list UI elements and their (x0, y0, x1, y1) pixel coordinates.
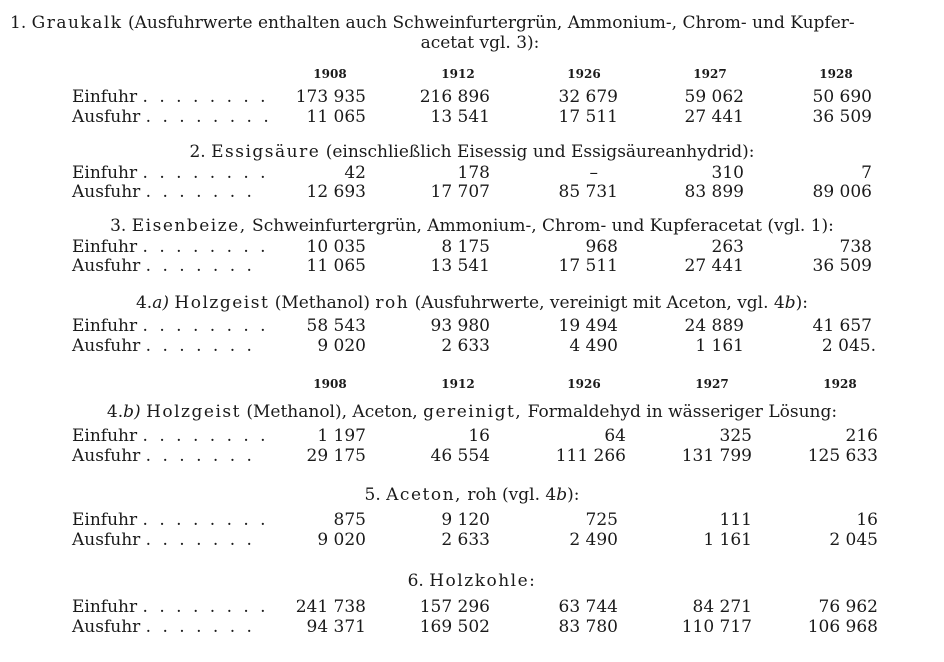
value-1912: 2 633 (441, 336, 490, 356)
row-label: Einfuhr (72, 316, 138, 336)
section-subnumber: b) (123, 402, 141, 422)
value-1928: 106 968 (807, 617, 878, 637)
leader-dots: . . . . . . . . (142, 426, 269, 446)
row-label: Ausfuhr (72, 530, 141, 550)
value-1912: 216 896 (419, 87, 490, 107)
value-1926: 64 (604, 426, 626, 446)
section-number: 4. (106, 402, 124, 422)
value-1908: 875 (333, 510, 366, 530)
table-row-ausfuhr (0, 446, 944, 466)
value-1912: 13 541 (430, 256, 490, 276)
row-label: Einfuhr (72, 163, 138, 183)
value-1908: 9 020 (317, 530, 366, 550)
value-1912: 93 980 (430, 316, 490, 336)
value-1928: 36 509 (812, 107, 872, 127)
section-ref: b (784, 293, 796, 313)
section-title-suffix: gereinigt, (423, 402, 523, 422)
year-1928: 1928 (819, 67, 853, 81)
year-1928: 1928 (823, 377, 857, 391)
value-1927: 24 889 (684, 316, 744, 336)
table-row-einfuhr (0, 316, 944, 336)
value-1928: 36 509 (812, 256, 872, 276)
value-1927: 59 062 (684, 87, 744, 107)
section-description: roh (vgl. 4 (467, 485, 557, 505)
year-1908: 1908 (313, 67, 347, 81)
row-label: Einfuhr (72, 87, 138, 107)
value-1926: 85 731 (558, 182, 618, 202)
value-1926: 17 511 (558, 107, 618, 127)
section-note-end: ): (567, 485, 580, 505)
row-label: Ausfuhr (72, 256, 141, 276)
table-row-einfuhr (0, 510, 944, 530)
year-1926: 1926 (567, 67, 601, 81)
value-1912: 8 175 (441, 237, 490, 257)
row-label: Ausfuhr (72, 617, 141, 637)
year-header-row (0, 67, 944, 83)
value-1927: 83 899 (684, 182, 744, 202)
year-1926: 1926 (567, 377, 601, 391)
section-description: (Methanol) (274, 293, 370, 313)
year-1927: 1927 (695, 377, 729, 391)
leader-dots: . . . . . . . . (142, 87, 269, 107)
section-5-heading (0, 485, 944, 505)
leader-dots: . . . . . . . (145, 530, 255, 550)
value-1926: 32 679 (558, 87, 618, 107)
value-1928: 216 (845, 426, 878, 446)
table-row-einfuhr (0, 87, 944, 107)
section-number: 1. (10, 13, 27, 33)
value-1926: 111 266 (555, 446, 626, 466)
value-1927: 27 441 (684, 256, 744, 276)
table-row-ausfuhr (0, 107, 944, 127)
value-1912: 169 502 (419, 617, 490, 637)
value-1927: 310 (711, 163, 744, 183)
section-3-heading (0, 216, 944, 236)
value-1908: 11 065 (306, 107, 366, 127)
section-6-heading (0, 571, 944, 591)
row-label: Ausfuhr (72, 182, 141, 202)
value-1908: 11 065 (306, 256, 366, 276)
row-label: Ausfuhr (72, 446, 141, 466)
section-title: Eisenbeize, (131, 216, 247, 236)
value-1927: 1 161 (695, 336, 744, 356)
table-row-ausfuhr (0, 182, 944, 202)
table-row-einfuhr (0, 426, 944, 446)
value-1926: 19 494 (558, 316, 618, 336)
section-title: Graukalk (31, 13, 123, 33)
value-1926: 4 490 (569, 336, 618, 356)
value-1928: 7 (861, 163, 872, 183)
table-row-einfuhr (0, 237, 944, 257)
value-1908: 94 371 (306, 617, 366, 637)
value-1912: 46 554 (430, 446, 490, 466)
value-1926: 83 780 (558, 617, 618, 637)
value-1928: 2 045. (821, 336, 876, 356)
row-label: Ausfuhr (72, 336, 141, 356)
value-1927: 84 271 (692, 597, 752, 617)
section-description: (einschließlich Eisessig und Essigsäureanhydrid): (325, 142, 755, 162)
value-1912: 2 633 (441, 530, 490, 550)
section-title: Essigsäure (211, 142, 321, 162)
section-description: Schweinfurtergrün, Ammonium-, Chrom- und Kupferacetat (vgl. 1): (252, 216, 834, 236)
value-1908: 173 935 (295, 87, 366, 107)
leader-dots: . . . . . . . . (142, 597, 269, 617)
section-number: 2. (189, 142, 206, 162)
value-1908: 58 543 (306, 316, 366, 336)
value-1927: 131 799 (681, 446, 752, 466)
leader-dots: . . . . . . . . (142, 510, 269, 530)
leader-dots: . . . . . . . (145, 446, 255, 466)
leader-dots: . . . . . . . . (142, 316, 269, 336)
section-description: (Methanol), Aceton, (246, 402, 418, 422)
year-1912: 1912 (441, 377, 475, 391)
value-1928: 2 045 (829, 530, 878, 550)
value-1912: 17 707 (430, 182, 490, 202)
value-1908: 12 693 (306, 182, 366, 202)
table-row-ausfuhr (0, 336, 944, 356)
value-1927: 27 441 (684, 107, 744, 127)
section-description: (Ausfuhrwerte enthalten auch Schweinfurtergrün, Ammonium-, Chrom- und Kupfer- (128, 13, 855, 33)
value-1928: 125 633 (807, 446, 878, 466)
year-1908: 1908 (313, 377, 347, 391)
value-1928: 16 (856, 510, 878, 530)
leader-dots: . . . . . . . (145, 182, 255, 202)
value-1912: 13 541 (430, 107, 490, 127)
value-1908: 10 035 (306, 237, 366, 257)
value-1928: 41 657 (812, 316, 872, 336)
section-ref: b (556, 485, 568, 505)
table-row-ausfuhr (0, 256, 944, 276)
value-1928: 738 (839, 237, 872, 257)
section-title: Holzgeist (174, 293, 270, 313)
section-title: Holzgeist (146, 402, 241, 422)
value-1908: 241 738 (295, 597, 366, 617)
leader-dots: . . . . . . . (145, 617, 255, 637)
section-number: 4. (135, 293, 153, 313)
value-1926: 63 744 (558, 597, 618, 617)
section-note: (Ausfuhrwerte, vereinigt mit Aceton, vgl. 4 (414, 293, 785, 313)
section-number: 6. (407, 571, 424, 591)
year-header-row (0, 377, 944, 393)
value-1927: 263 (711, 237, 744, 257)
value-1926: – (589, 163, 598, 183)
leader-dots: . . . . . . . . (142, 237, 269, 257)
value-1928: 50 690 (812, 87, 872, 107)
section-4a-heading (0, 293, 944, 313)
row-label: Einfuhr (72, 510, 138, 530)
section-1-heading (10, 13, 930, 53)
year-1927: 1927 (693, 67, 727, 81)
table-row-einfuhr (0, 597, 944, 617)
section-2-heading (0, 142, 944, 162)
value-1927: 1 161 (703, 530, 752, 550)
row-label: Einfuhr (72, 426, 138, 446)
value-1912: 178 (457, 163, 490, 183)
section-number: 3. (110, 216, 127, 236)
value-1908: 42 (344, 163, 366, 183)
value-1912: 9 120 (441, 510, 490, 530)
value-1926: 968 (585, 237, 618, 257)
section-note-end: ): (795, 293, 809, 313)
table-row-ausfuhr (0, 617, 944, 637)
leader-dots: . . . . . . . . (142, 163, 269, 183)
value-1926: 725 (585, 510, 618, 530)
leader-dots: . . . . . . . . (145, 107, 272, 127)
value-1927: 110 717 (681, 617, 752, 637)
value-1926: 17 511 (558, 256, 618, 276)
value-1928: 76 962 (818, 597, 878, 617)
table-row-einfuhr (0, 163, 944, 183)
row-label: Einfuhr (72, 237, 138, 257)
value-1928: 89 006 (812, 182, 872, 202)
section-number: 5. (364, 485, 381, 505)
table-row-ausfuhr (0, 530, 944, 550)
row-label: Einfuhr (72, 597, 138, 617)
value-1908: 29 175 (306, 446, 366, 466)
section-4b-heading (0, 402, 944, 422)
value-1912: 157 296 (419, 597, 490, 617)
value-1927: 111 (719, 510, 752, 530)
value-1908: 1 197 (317, 426, 366, 446)
leader-dots: . . . . . . . (145, 256, 255, 276)
section-title: Aceton, (386, 485, 462, 505)
year-1912: 1912 (441, 67, 475, 81)
row-label: Ausfuhr (72, 107, 141, 127)
section-note: Formaldehyd in wässeriger Lösung: (527, 402, 838, 422)
value-1926: 2 490 (569, 530, 618, 550)
section-subnumber: a) (152, 293, 169, 313)
value-1908: 9 020 (317, 336, 366, 356)
section-title: Holzkohle: (429, 571, 537, 591)
leader-dots: . . . . . . . (145, 336, 255, 356)
section-description-line2: acetat vgl. 3): (420, 33, 540, 53)
value-1927: 325 (719, 426, 752, 446)
section-title-suffix: roh (375, 293, 410, 313)
value-1912: 16 (468, 426, 490, 446)
